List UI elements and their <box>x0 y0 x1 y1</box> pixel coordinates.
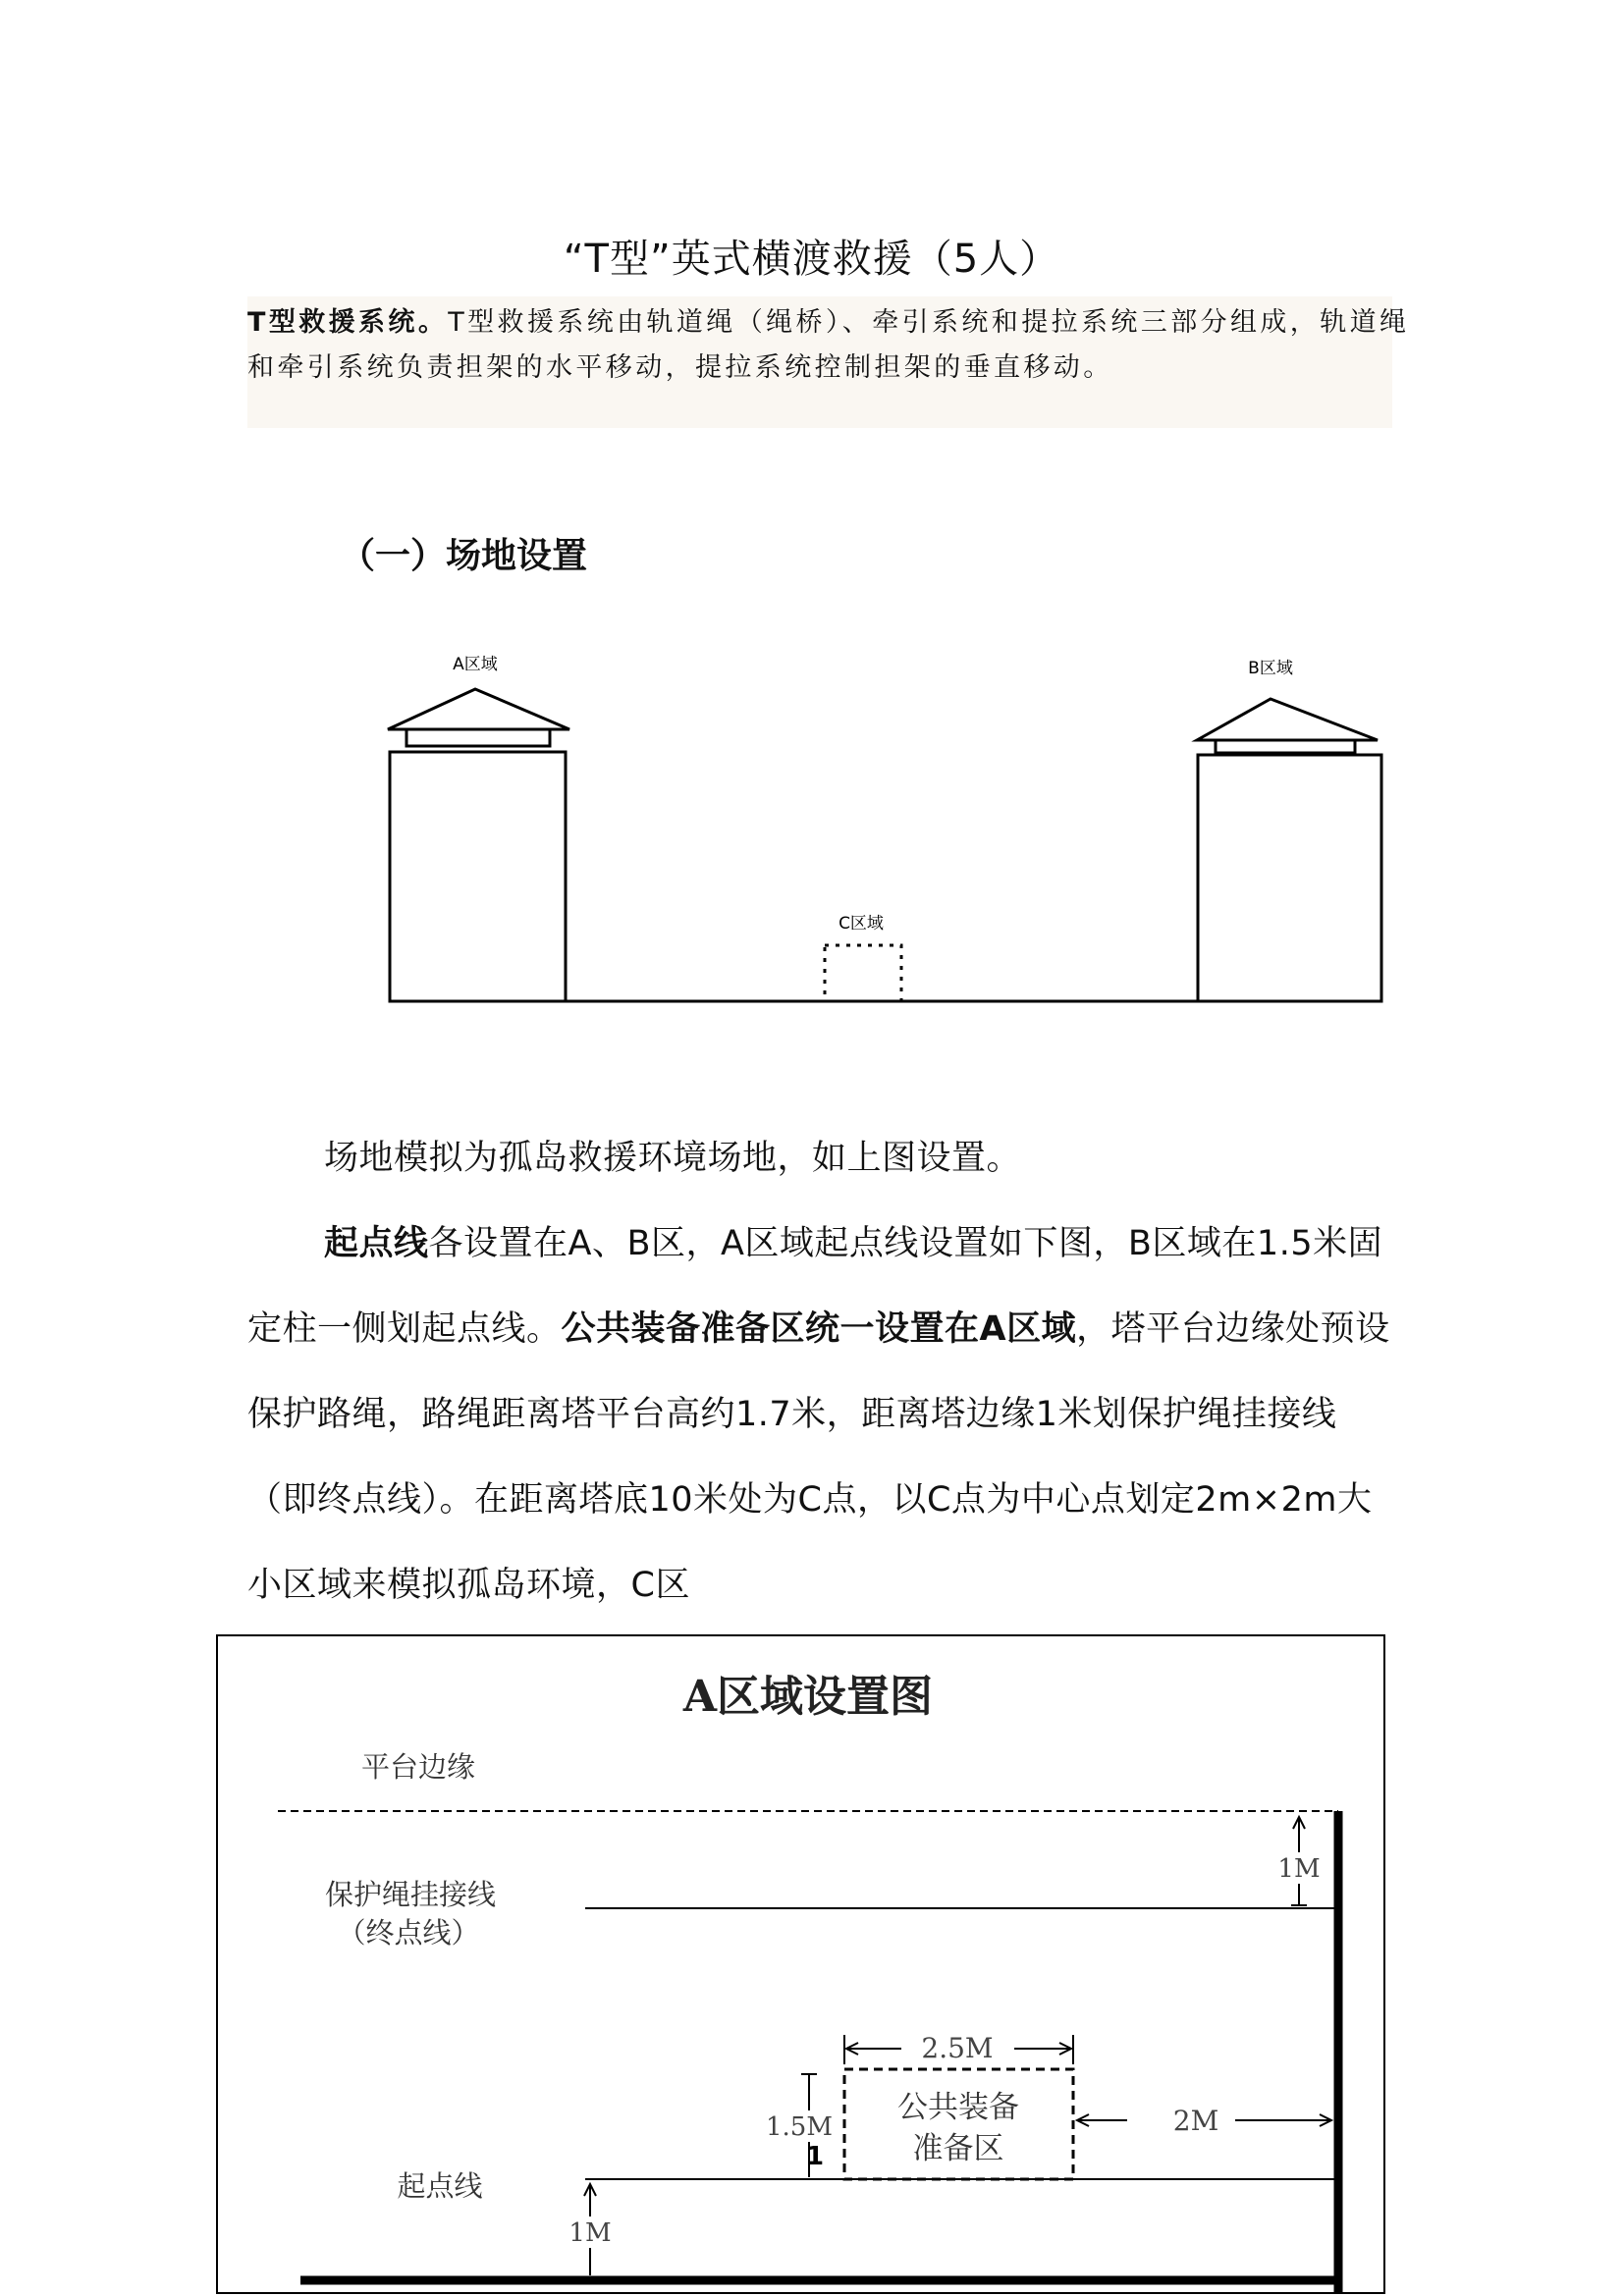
dim-15m-label: 1.5M <box>766 2112 833 2142</box>
tower-b-body <box>1198 755 1381 1001</box>
intro-text: T型救援系统由轨道绳（绳桥）、牵引系统和提拉系统三部分组成，轨道绳和牵引系统负责担架的水平移动，提拉系统控制担架的垂直移动。 <box>247 307 1410 383</box>
page-number-marker: 1 <box>805 2142 825 2171</box>
figure1-label-c: C区域 <box>839 914 884 934</box>
dim-2m-label: 2M <box>1172 2105 1219 2137</box>
dim-1m-bottom-label: 1M <box>568 2218 612 2248</box>
paragraph2-bold-start: 起点线 <box>324 1224 429 1263</box>
tower-a-platform <box>406 729 550 746</box>
tower-b-roof <box>1197 699 1378 740</box>
finish-line-label: （终点线） <box>337 1916 480 1949</box>
figure1-label-b: B区域 <box>1248 659 1293 678</box>
tower-a-body <box>390 752 566 1001</box>
paragraph2-bold-zone: 公共装备准备区统一设置在A区域 <box>561 1309 1077 1349</box>
tower-a-roof <box>388 689 569 729</box>
intro-bold-lead: T型救援系统。 <box>247 307 449 338</box>
figure1-label-a: A区域 <box>453 655 498 674</box>
start-line-label: 起点线 <box>397 2169 483 2203</box>
paragraph2-text-1: 各设置在A、B区，A区域起点线设置如下图，B区域在1.5米固定柱一侧划起点线。 <box>247 1224 1383 1349</box>
paragraph1-text: 场地模拟为孤岛救援环境场地，如上图设置。 <box>324 1139 1022 1178</box>
dim-1m-top-label: 1M <box>1277 1854 1321 1884</box>
zone-label-line2: 准备区 <box>912 2131 1004 2166</box>
a-zone-setup-figure <box>214 1632 1387 2296</box>
zone-label-line1: 公共装备 <box>897 2090 1019 2125</box>
body-paragraph <box>247 1116 1396 1629</box>
tower-b-platform <box>1216 740 1355 753</box>
figure2-title: A区域设置图 <box>682 1672 934 1722</box>
page-title: “T型”英式横渡救援（5人） <box>563 237 1060 282</box>
intro-paragraph <box>247 300 1426 391</box>
paragraph2-text-2: ，塔平台边缘处预设保护路绳，路绳距离塔平台高约1.7米，距离塔边缘1米划保护绳挂接线（即终点线）。在距离塔底10米处为C点，以C点为中心点划定2m×2m大小区域来模拟孤岛环境，C区 <box>247 1309 1390 1605</box>
hook-line-label: 保护绳挂接线 <box>324 1878 497 1911</box>
platform-edge-label: 平台边缘 <box>360 1750 476 1784</box>
figure2-frame <box>217 1635 1384 2293</box>
dim-25m-label: 2.5M <box>921 2032 994 2064</box>
site-layout-figure <box>373 643 1394 1016</box>
section-heading: （一）场地设置 <box>340 536 588 576</box>
c-zone-box <box>825 945 901 1001</box>
